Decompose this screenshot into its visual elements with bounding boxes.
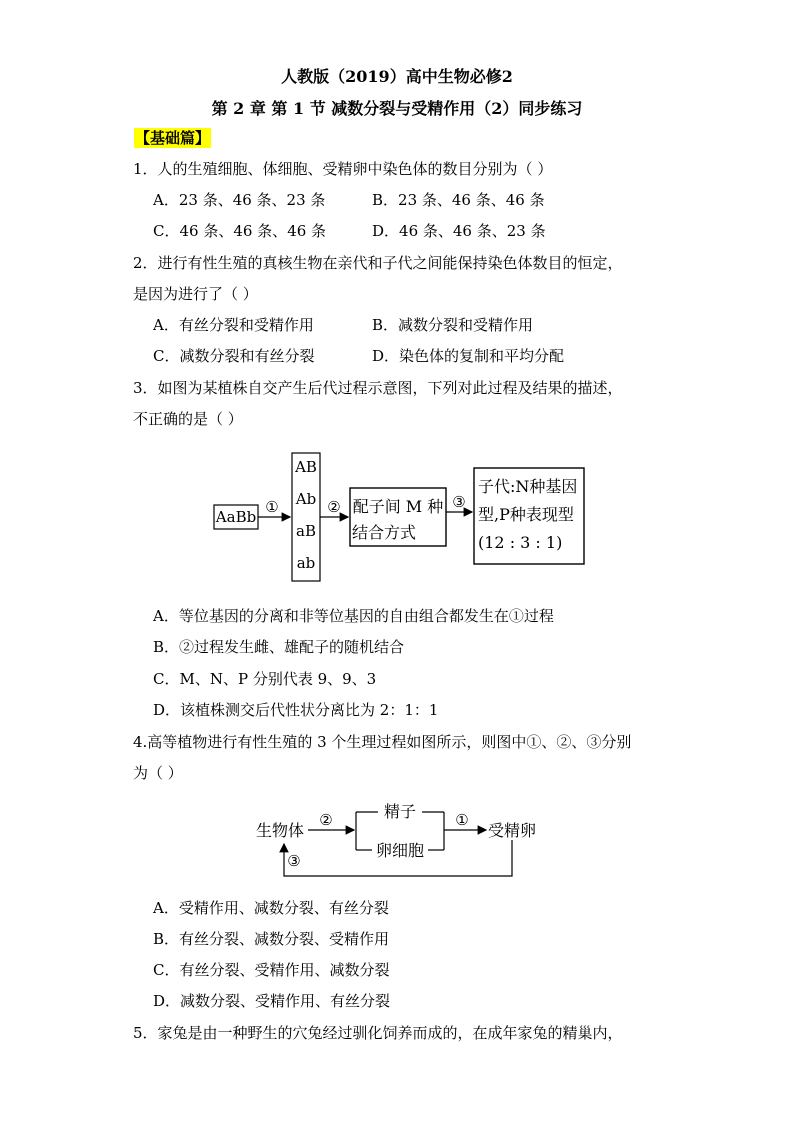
q1-option-a: A．23 条、46 条、23 条	[153, 191, 326, 209]
q3-gamete-3: aB	[296, 522, 316, 540]
q3-option-d: D．该植株测交后代性状分离比为 2：1：1	[153, 701, 439, 719]
q3-step1-label: ①	[265, 498, 279, 516]
q3-gamete-2: Ab	[295, 490, 317, 508]
q4-option-d: D．减数分裂、受精作用、有丝分裂	[153, 992, 391, 1010]
q4-organism-label: 生物体	[256, 821, 305, 840]
q4-step3-label: ③	[287, 852, 301, 870]
q2-option-c: C．减数分裂和有丝分裂	[153, 347, 315, 365]
q3-option-a: A．等位基因的分离和非等位基因的自由组合都发生在①过程	[153, 607, 554, 625]
q3-step3-label: ③	[452, 493, 466, 511]
q2-option-a: A．有丝分裂和受精作用	[153, 316, 314, 334]
q4-diagram	[250, 800, 550, 882]
q3-gamete-4: ab	[296, 554, 316, 572]
q5-stem-line1: 5．家兔是由一种野生的穴兔经过驯化饲养而成的，在成年家兔的精巢内，	[133, 1024, 623, 1042]
document-subtitle: 第 2 章 第 1 节 减数分裂与受精作用（2）同步练习	[211, 99, 583, 118]
q3-step2-label: ②	[327, 498, 341, 516]
q4-option-c: C．有丝分裂、受精作用、减数分裂	[153, 961, 390, 979]
q3-gamete-1: AB	[295, 458, 317, 476]
q1-stem: 1．人的生殖细胞、体细胞、受精卵中染色体的数目分别为（ ）	[133, 160, 553, 178]
document-title: 人教版（2019）高中生物必修2	[281, 67, 513, 86]
q4-step1-label: ①	[455, 811, 469, 829]
q4-egg-label: 卵细胞	[375, 841, 425, 860]
q1-option-c: C．46 条、46 条、46 条	[153, 222, 327, 240]
q3-offspring-line1: 子代:N种基因	[478, 477, 578, 496]
q4-option-a: A．受精作用、减数分裂、有丝分裂	[153, 899, 389, 917]
q4-step2-label: ②	[319, 811, 333, 829]
q2-stem-line2: 是因为进行了（ ）	[133, 285, 258, 303]
q2-stem-line1: 2．进行有性生殖的真核生物在亲代和子代之间能保持染色体数目的恒定，	[133, 254, 623, 272]
q3-mating-line1: 配子间 M 种	[352, 497, 444, 516]
q4-sperm-label: 精子	[383, 802, 417, 821]
q4-stem-line2: 为（ ）	[133, 764, 183, 782]
q3-offspring-line3: (12 : 3 : 1)	[478, 533, 563, 552]
q3-stem-line1: 3．如图为某植株自交产生后代过程示意图，下列对此过程及结果的描述，	[133, 379, 623, 397]
q3-stem-line2: 不正确的是（ ）	[133, 410, 243, 428]
q3-offspring-line2: 型,P种表现型	[478, 505, 574, 524]
q3-diagram	[210, 450, 590, 585]
q4-zygote-label: 受精卵	[488, 821, 537, 840]
q1-option-b: B．23 条、46 条、46 条	[372, 191, 545, 209]
q4-stem-line1: 4.高等植物进行有性生殖的 3 个生理过程如图所示，则图中①、②、③分别	[133, 733, 632, 751]
q3-option-c: C．M、N、P 分别代表 9、9、3	[153, 670, 377, 688]
q1-option-d: D．46 条、46 条、23 条	[372, 222, 546, 240]
section-tag: 【基础篇】	[135, 129, 211, 147]
q3-option-b: B．②过程发生雌、雄配子的随机结合	[153, 638, 405, 656]
q3-mating-line2: 结合方式	[351, 523, 417, 542]
q4-option-b: B．有丝分裂、减数分裂、受精作用	[153, 930, 390, 948]
q3-parent-label: AaBb	[215, 508, 257, 526]
q2-option-d: D．染色体的复制和平均分配	[372, 347, 565, 365]
q2-option-b: B．减数分裂和受精作用	[372, 316, 534, 334]
